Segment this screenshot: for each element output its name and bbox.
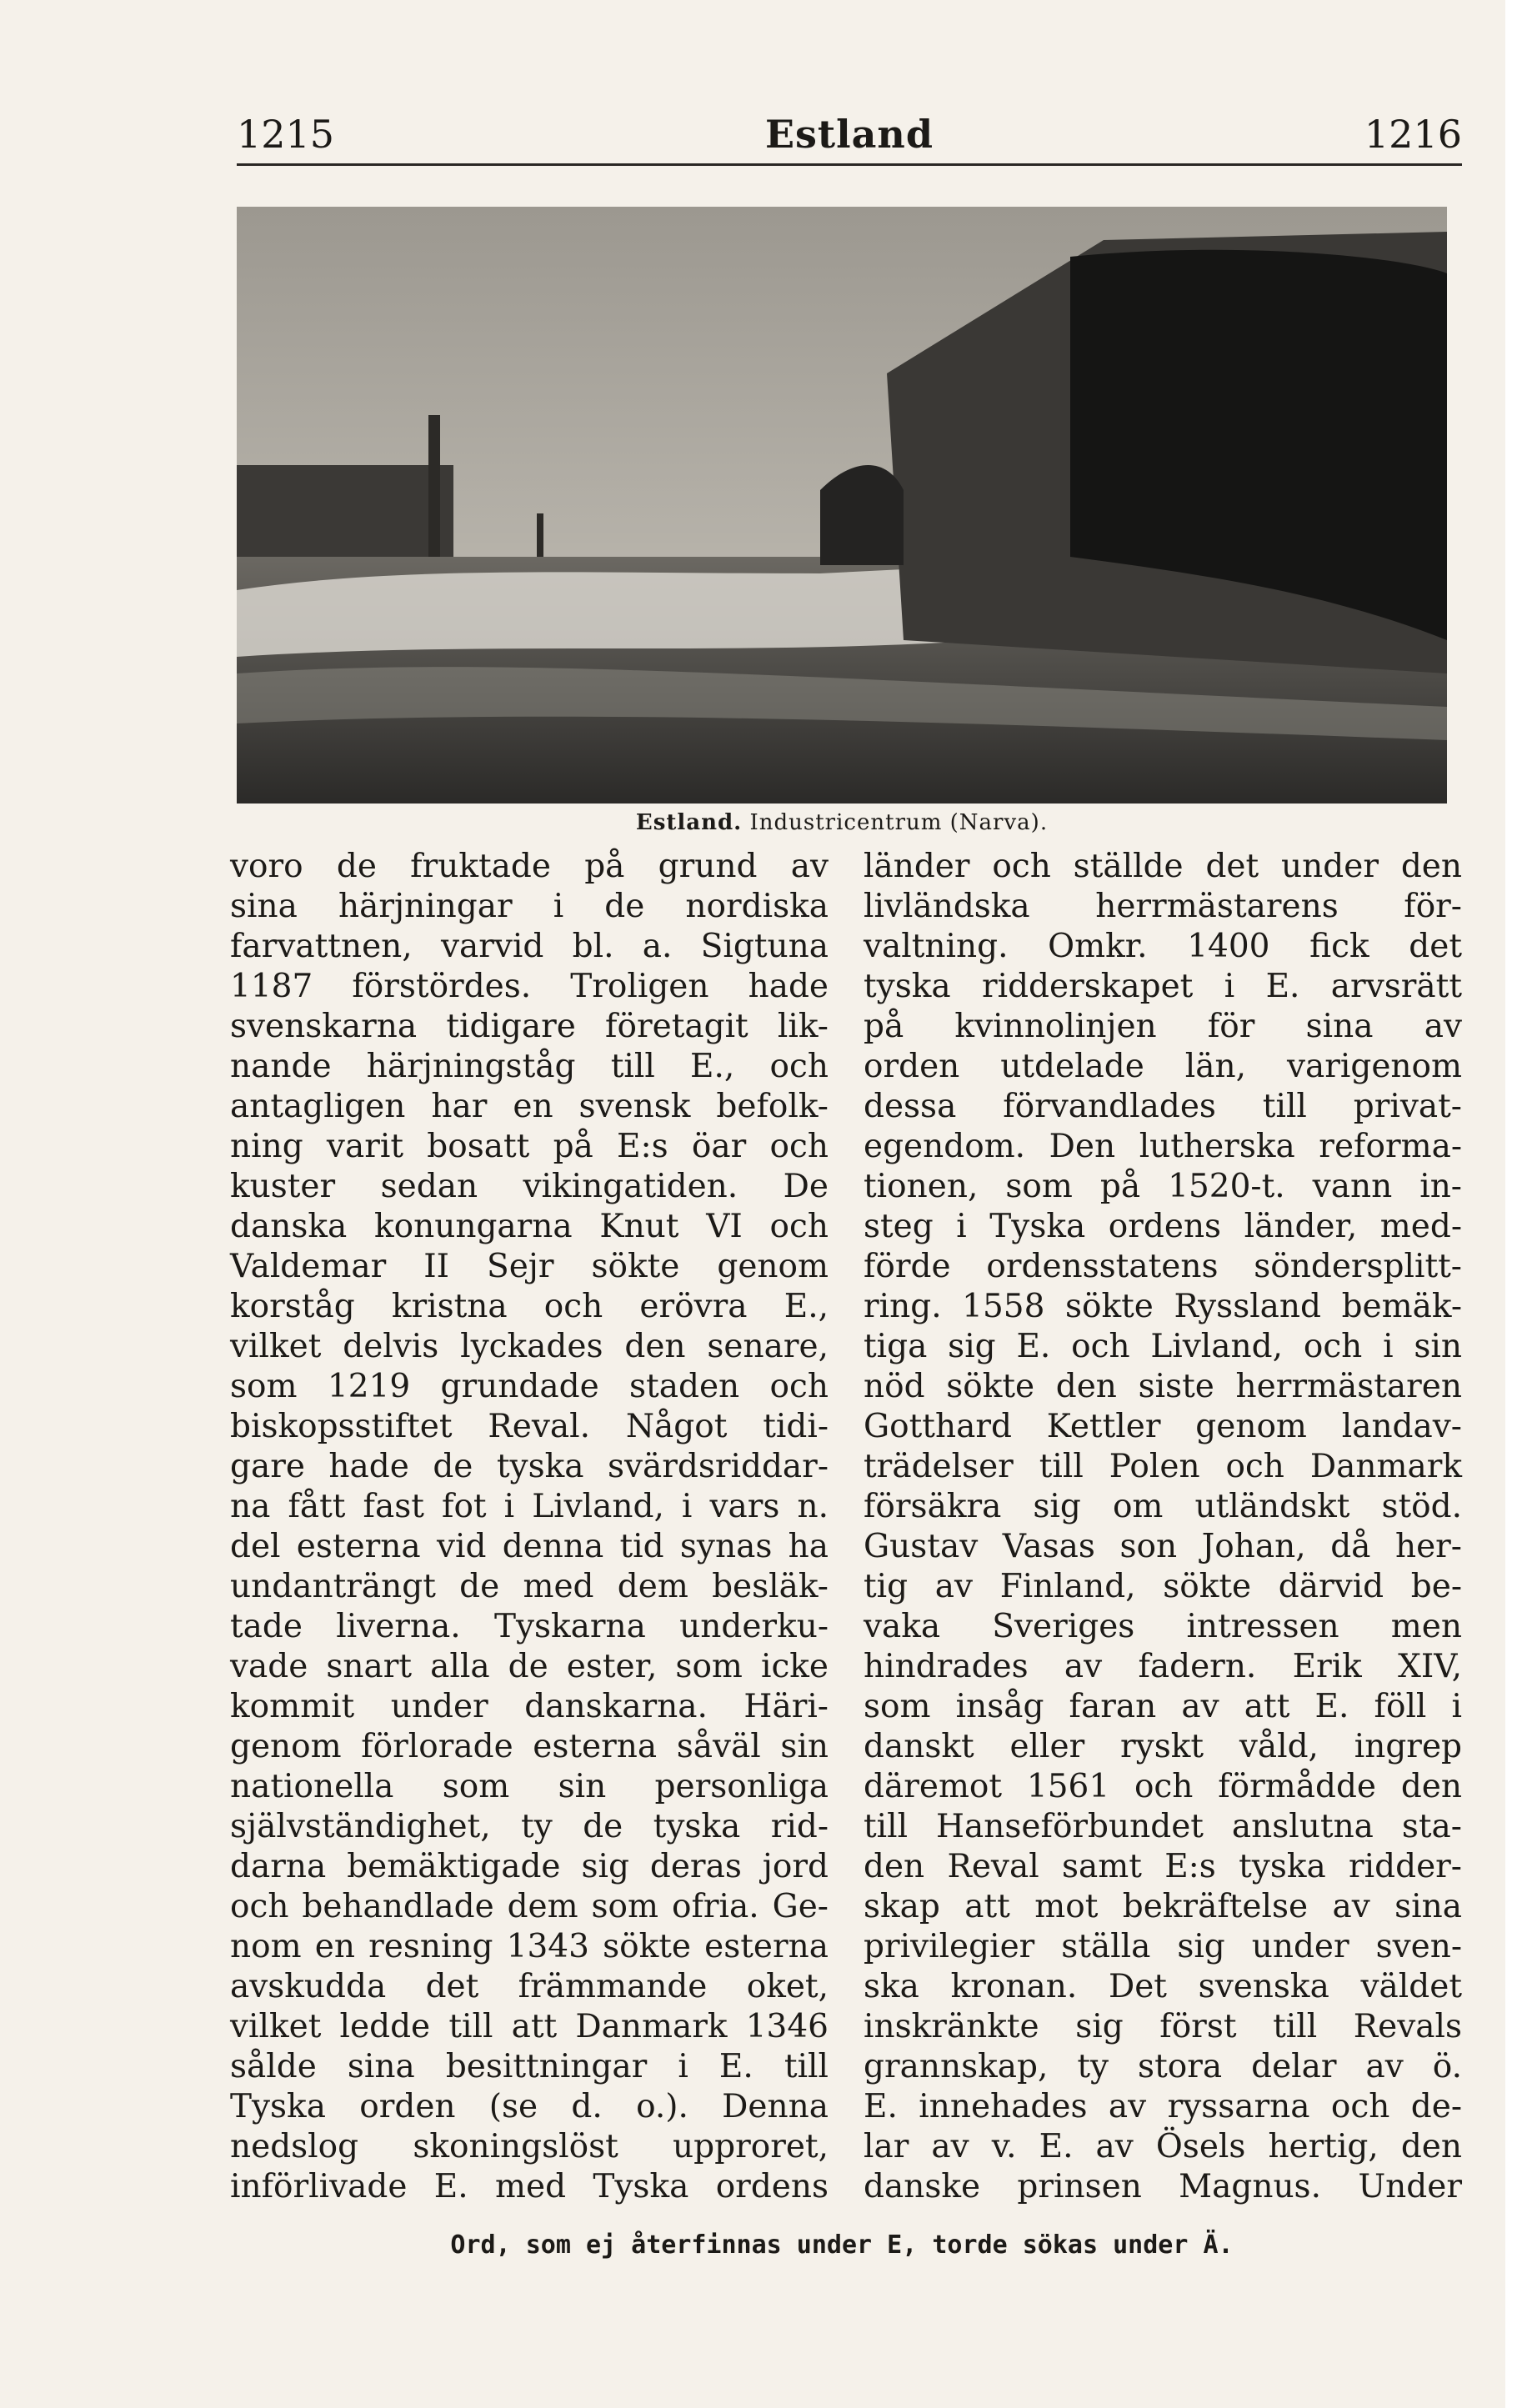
left-column-line: som 1219 grundade staden och (230, 1368, 829, 1405)
right-column-line: lar av v. E. av Ösels hertig, den (864, 2128, 1462, 2165)
narva-industry-photo (237, 207, 1447, 804)
right-column-line: orden utdelade län, varigenom (864, 1048, 1462, 1085)
right-column-line: danskt eller ryskt våld, ingrep (864, 1728, 1462, 1765)
left-column-line: tade liverna. Tyskarna underku- (230, 1608, 829, 1645)
right-column-line: valtning. Omkr. 1400 fick det (864, 928, 1462, 965)
right-column-line: däremot 1561 och förmådde den (864, 1768, 1462, 1805)
left-column-line: nande härjningståg till E., och (230, 1048, 829, 1085)
right-column-line: tig av Finland, sökte därvid be- (864, 1568, 1462, 1605)
right-column-line: Gustav Vasas son Johan, då her- (864, 1528, 1462, 1565)
left-column-line: Valdemar II Sejr sökte genom (230, 1248, 829, 1285)
right-column-line: hindrades av fadern. Erik XIV, (864, 1648, 1462, 1685)
left-column-line: biskopsstiftet Reval. Något tidi- (230, 1408, 829, 1445)
left-text-column (230, 847, 829, 2207)
waterfall (237, 565, 987, 657)
left-column-line: och behandlade dem som ofria. Ge- (230, 1888, 829, 1925)
right-column-line: tionen, som på 1520-t. vann in- (864, 1168, 1462, 1205)
right-column-line: E. innehades av ryssarna och de- (864, 2088, 1462, 2125)
left-column-line: nom en resning 1343 sökte esterna (230, 1928, 829, 1965)
riverbank-trees (820, 465, 904, 565)
right-column-line: som insåg faran av att E. föll i (864, 1688, 1462, 1725)
left-column-line: genom förlorade esterna såväl sin (230, 1728, 829, 1765)
right-column-line: tiga sig E. och Livland, och i sin (864, 1328, 1462, 1365)
left-column-line: undanträngt de med dem besläk- (230, 1568, 829, 1605)
right-column-line: danske prinsen Magnus. Under (864, 2168, 1462, 2205)
right-column-line: till Hanseförbundet anslutna sta- (864, 1808, 1462, 1845)
left-column-line: voro de fruktade på grund av (230, 848, 829, 885)
right-column-line: dessa förvandlades till privat- (864, 1088, 1462, 1125)
right-column-line: trädelser till Polen och Danmark (864, 1448, 1462, 1485)
photo-illustration (237, 207, 1447, 804)
right-column-line: Gotthard Kettler genom landav- (864, 1408, 1462, 1445)
caption-text: Industricentrum (Narva). (749, 810, 1049, 835)
right-column-line: förde ordensstatens söndersplitt- (864, 1248, 1462, 1285)
right-text-column (864, 847, 1462, 2207)
right-column-line: länder och ställde det under den (864, 848, 1462, 885)
left-column-line: darna bemäktigade sig deras jord (230, 1848, 829, 1885)
right-column-line: försäkra sig om utländskt stöd. (864, 1488, 1462, 1525)
right-column-line: den Reval samt E:s tyska ridder- (864, 1848, 1462, 1885)
right-column-line: tyska ridderskapet i E. arvsrätt (864, 968, 1462, 1005)
right-column-line: inskränkte sig först till Revals (864, 2008, 1462, 2045)
left-column-line: vilket delvis lyckades den senare, (230, 1328, 829, 1365)
footer-note: Ord, som ej återfinnas under E, torde sökas under Ä. (450, 2230, 1234, 2260)
right-column-line: ring. 1558 sökte Ryssland bemäk- (864, 1288, 1462, 1325)
left-column-line: vilket ledde till att Danmark 1346 (230, 2008, 829, 2045)
figure-caption (237, 810, 1447, 835)
left-column-line: ning varit bosatt på E:s öar och (230, 1128, 829, 1165)
left-column-line: farvattnen, varvid bl. a. Sigtuna (230, 928, 829, 965)
left-column-line: gare hade de tyska svärdsriddar- (230, 1448, 829, 1485)
header-rule (237, 163, 1462, 166)
left-column-line: nationella som sin personliga (230, 1768, 829, 1805)
left-column-line: avskudda det främmande oket, (230, 1968, 829, 2005)
page-number-right: 1216 (1364, 112, 1462, 157)
right-column-line: skap att mot bekräftelse av sina (864, 1888, 1462, 1925)
left-column-line: svenskarna tidigare företagit lik- (230, 1008, 829, 1045)
left-column-line: kuster sedan vikingatiden. De (230, 1168, 829, 1205)
page-header (237, 98, 1462, 157)
left-column-line: självständighet, ty de tyska rid- (230, 1808, 829, 1845)
page-number-left: 1215 (237, 112, 335, 157)
left-chimney (428, 415, 440, 565)
left-column-line: kommit under danskarna. Häri- (230, 1688, 829, 1725)
right-column-line: på kvinnolinjen för sina av (864, 1008, 1462, 1045)
left-column-line: vade snart alla de ester, som icke (230, 1648, 829, 1685)
left-column-line: na fått fast fot i Livland, i vars n. (230, 1488, 829, 1525)
left-column-line: sålde sina besittningar i E. till (230, 2048, 829, 2085)
left-column-line: Tyska orden (se d. o.). Denna (230, 2088, 829, 2125)
right-column-line: ska kronan. Det svenska väldet (864, 1968, 1462, 2005)
caption-label: Estland. (635, 810, 743, 835)
right-column-line: grannskap, ty stora delar av ö. (864, 2048, 1462, 2085)
left-column-line: införlivade E. med Tyska ordens (230, 2168, 829, 2205)
right-column-line: nöd sökte den siste herrmästaren (864, 1368, 1462, 1405)
right-column-line: livländska herrmästarens för- (864, 888, 1462, 925)
right-column-line: privilegier ställa sig under sven- (864, 1928, 1462, 1965)
left-column-line: korståg kristna och erövra E., (230, 1288, 829, 1325)
left-column-line: 1187 förstördes. Troligen hade (230, 968, 829, 1005)
left-column-line: danska konungarna Knut VI och (230, 1208, 829, 1245)
left-column-line: sina härjningar i de nordiska (230, 888, 829, 925)
running-title: Estland (764, 112, 934, 157)
right-column-line: vaka Sveriges intressen men (864, 1608, 1462, 1645)
left-column-line: nedslog skoningslöst upproret, (230, 2128, 829, 2165)
right-column-line: steg i Tyska ordens länder, med- (864, 1208, 1462, 1245)
right-column-line: egendom. Den lutherska reforma- (864, 1128, 1462, 1165)
left-column-line: antagligen har en svensk befolk- (230, 1088, 829, 1125)
left-column-line: del esterna vid denna tid synas ha (230, 1528, 829, 1565)
